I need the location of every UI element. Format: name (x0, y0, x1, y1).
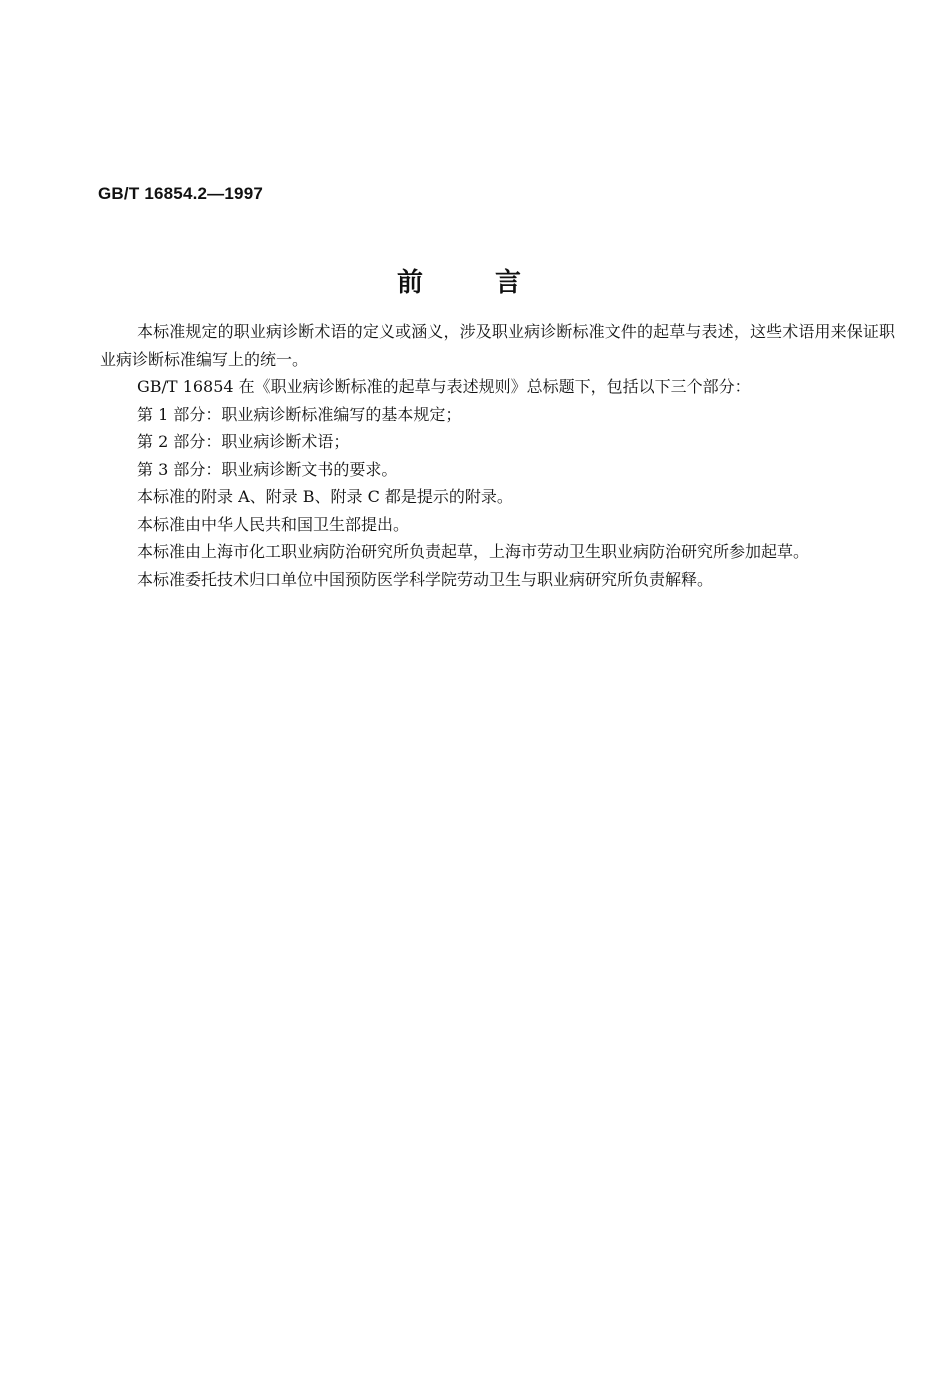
paragraph-scope: 本标准规定的职业病诊断术语的定义或涵义，涉及职业病诊断标准文件的起草与表述，这些术语用来保证职业病诊断标准编写上的统一。 (100, 322, 895, 369)
paragraph-series-intro: GB/T 16854 在《职业病诊断标准的起草与表述规则》总标题下，包括以下三个部分： (137, 377, 751, 396)
paragraph-interpretation: 本标准委托技术归口单位中国预防医学科学院劳动卫生与职业病研究所负责解释。 (137, 569, 714, 589)
paragraph-proposer: 本标准由中华人民共和国卫生部提出。 (137, 514, 410, 534)
paragraph-appendices: 本标准的附录 A、附录 B、附录 C 都是提示的附录。 (137, 487, 513, 506)
paragraph-drafters: 本标准由上海市化工职业病防治研究所负责起草，上海市劳动卫生职业病防治研究所参加起草。 (137, 542, 810, 561)
paragraph-part-3: 第 3 部分：职业病诊断文书的要求。 (137, 459, 398, 479)
paragraph-part-1: 第 1 部分：职业病诊断标准编写的基本规定； (137, 404, 462, 424)
page-title: 前言 (396, 268, 593, 298)
foreword-body (100, 318, 895, 593)
standard-number: GB/T 16854.2—1997 (98, 184, 263, 203)
paragraph-part-2: 第 2 部分：职业病诊断术语； (137, 432, 350, 451)
